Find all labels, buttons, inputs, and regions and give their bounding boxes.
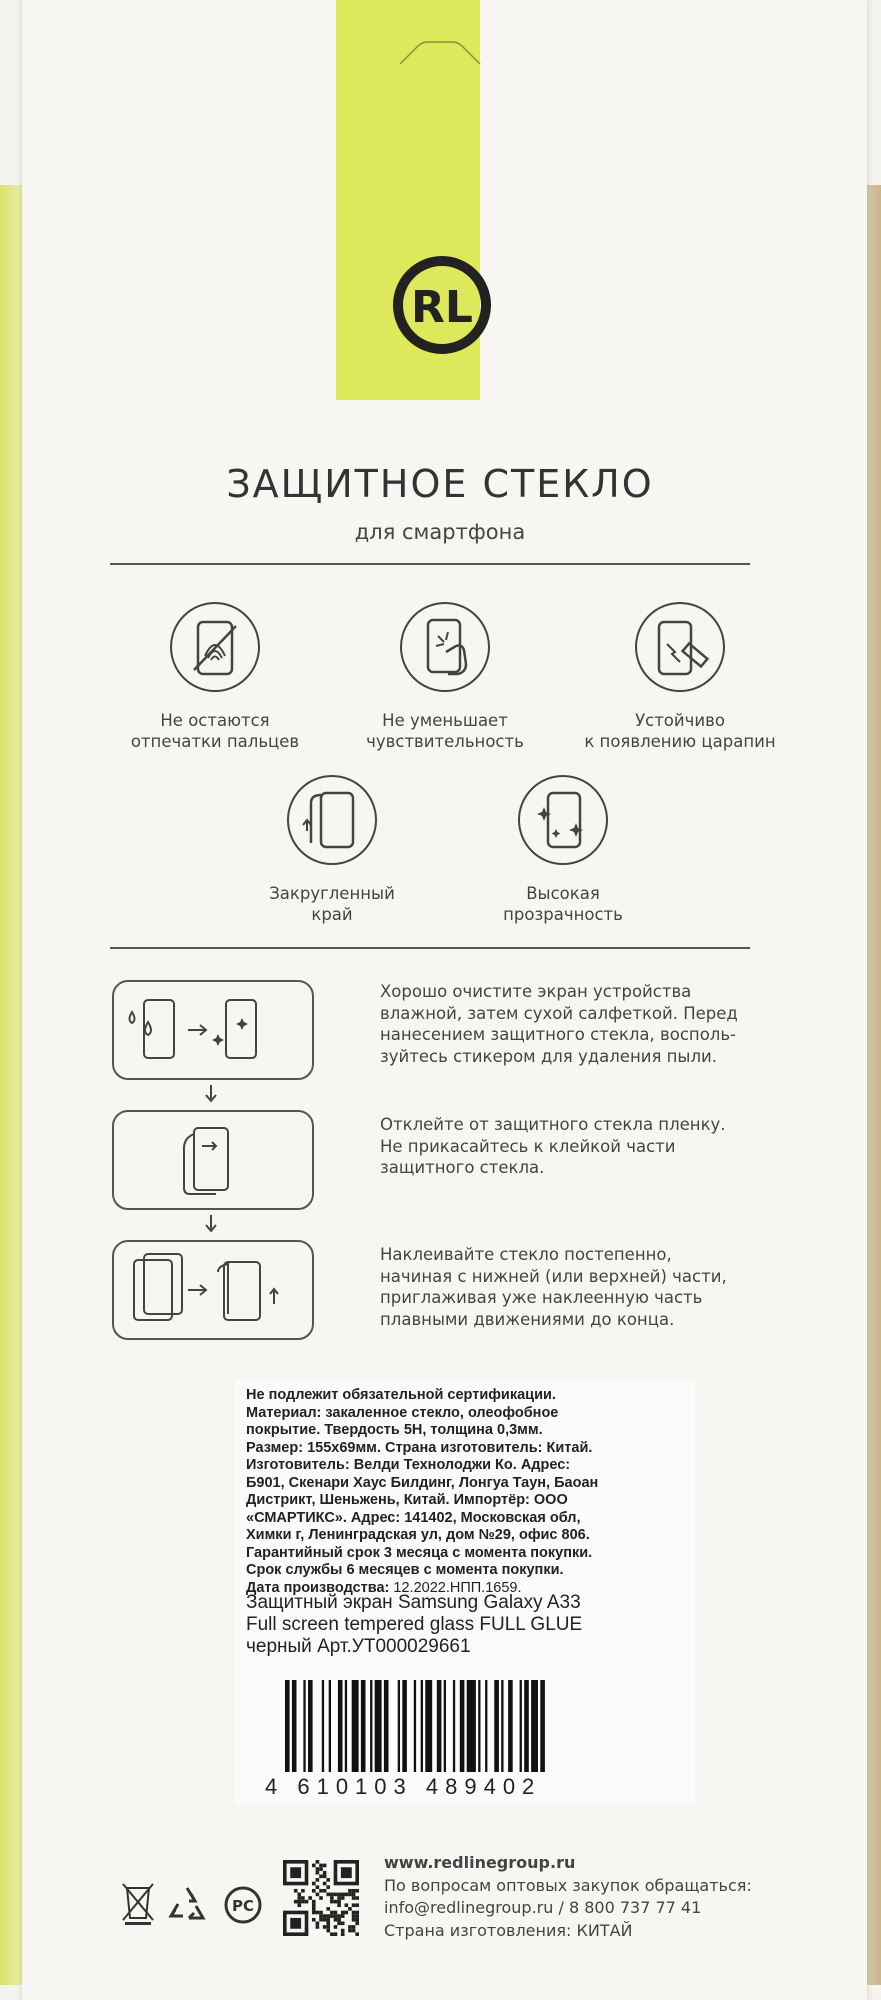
qr-module [337,1922,341,1926]
barcode-bar [467,1680,476,1772]
qr-module [316,1922,320,1926]
qr-module [334,1900,338,1904]
qr-module [326,1925,330,1929]
qr-module [341,1893,345,1897]
barcode-bar [303,1680,305,1772]
origin-country: Страна изготовления: КИТАЙ [384,1920,633,1940]
qr-module [348,1929,352,1933]
qr-module [316,1885,320,1889]
barcode-bar [460,1680,465,1772]
feature-sensitivity [325,600,565,752]
qr-module [330,1900,334,1904]
qr-module [326,1929,330,1933]
barcode-bar [485,1680,487,1772]
qr-module [312,1911,316,1915]
qr-module [352,1918,356,1922]
qr-module [341,1914,345,1918]
qr-module [312,1900,316,1904]
barcode-bar [352,1680,359,1772]
page-title: ЗАЩИТНОЕ СТЕКЛО [226,462,654,506]
qr-module [330,1914,334,1918]
barcode-bar [370,1680,372,1772]
barcode [283,1680,683,1772]
qr-module [316,1867,320,1871]
qr-module [352,1903,356,1907]
feature-label: Закругленный край [269,884,395,924]
qr-module [305,1900,309,1904]
logo-letters: RL [411,282,473,333]
qr-module [316,1925,320,1929]
label-info [246,1387,666,1597]
qr-module [330,1911,334,1915]
touch-sensitivity-icon [398,600,492,694]
qr-module [301,1889,305,1893]
qr-module [323,1882,327,1886]
barcode-bar [444,1680,446,1772]
qr-module [319,1864,323,1868]
fingerprint-icon [168,600,262,694]
qr-module [341,1896,345,1900]
step-1-text: Хорошо очистите экран устройства влажной, затем сухой салфеткой. Перед нанесением защитного стекла, восполь- зуйтесь стикером для удаления пыли. [380,982,738,1066]
product-line: черный Арт.УТ000029661 [246,1636,471,1657]
qr-module [323,1874,327,1878]
step-3-illustration [112,1240,314,1340]
email-link[interactable]: info@redlinegroup.ru [384,1898,554,1917]
qr-module [341,1929,345,1933]
qr-module [355,1914,359,1918]
qr-module [326,1922,330,1926]
qr-module [316,1871,320,1875]
qr-module [294,1900,298,1904]
barcode-digits: 4 610103 489402 [265,1774,542,1799]
qr-module [316,1893,320,1897]
qr-module [301,1900,305,1904]
barcode-bar [508,1680,513,1772]
qr-module [341,1922,345,1926]
barcode-bar [402,1680,407,1772]
barcode-bar [285,1680,290,1772]
label-line: «СМАРТИКС». Адрес: 141402, Московская обл, [246,1509,581,1526]
qr-module [316,1878,320,1882]
qr-module [294,1889,298,1893]
barcode-bar [361,1680,366,1772]
qr-module [323,1871,327,1875]
footer-info [384,1852,752,1942]
qr-module [319,1889,323,1893]
qr-module [323,1918,327,1922]
barcode-bar [308,1680,313,1772]
clean-screen-icon [114,982,312,1078]
qr-module [355,1932,359,1936]
scratch-resistant-icon [633,600,727,694]
barcode-bar [414,1680,416,1772]
qr-module [355,1903,359,1907]
phone-number[interactable]: 8 800 737 77 41 [568,1898,702,1917]
package-side-right [867,185,881,1985]
qr-module [355,1896,359,1900]
qr-module [326,1918,330,1922]
divider [110,563,750,565]
qr-module [341,1911,345,1915]
qr-module [334,1911,338,1915]
qr-module [352,1914,356,1918]
divider [110,947,750,949]
page-subtitle: для смартфона [354,520,526,544]
barcode-bar [398,1680,400,1772]
label-line: Не подлежит обязательной сертификации. [246,1387,556,1403]
qr-finder [290,1918,301,1929]
qr-module [337,1893,341,1897]
recycle-icon [166,1882,208,1928]
qr-module [352,1925,356,1929]
qr-module [330,1893,334,1897]
barcode-bar [531,1680,538,1772]
weee-bin-icon [117,1880,159,1926]
arrow-down-icon [205,1215,217,1233]
qr-module [297,1900,301,1904]
feature-fingerprint [95,600,335,752]
qr-module [308,1896,312,1900]
barcode-bar [437,1680,442,1772]
hang-hole-icon [398,40,482,66]
feature-clarity [443,773,683,925]
label-line: Гарантийный срок 3 месяца с момента покупки. [246,1544,593,1561]
qr-module [326,1914,330,1918]
qr-module [352,1929,356,1933]
barcode-bar [322,1680,324,1772]
product-line: Защитный экран Samsung Galaxy A33 [246,1592,581,1613]
feature-scratch [560,600,800,752]
qr-module [352,1911,356,1915]
qr-module [319,1867,323,1871]
barcode-bar [425,1680,432,1772]
label-line: Срок службы 6 месяцев с момента покупки. [246,1562,564,1578]
qr-module [334,1918,338,1922]
qr-module [301,1896,305,1900]
feature-label: Высокая прозрачность [503,884,623,924]
barcode-bar [384,1680,389,1772]
barcode-bar [338,1680,343,1772]
feature-rounded-edge [212,773,452,925]
label-line: Размер: 155х69мм. Страна изготовитель: Китай. [246,1439,593,1456]
qr-module [334,1925,338,1929]
qr-module [319,1896,323,1900]
qr-module [297,1893,301,1897]
qr-module [355,1918,359,1922]
qr-module [334,1914,338,1918]
barcode-bar [501,1680,503,1772]
qr-module [345,1903,349,1907]
qr-module [341,1932,345,1936]
wholesale-note: По вопросам оптовых закупок обращаться: [384,1875,752,1895]
qr-module [297,1896,301,1900]
barcode-bar [478,1680,480,1772]
barcode-bar [421,1680,423,1772]
qr-module [352,1893,356,1897]
label-line: Материал: закаленное стекло, олеофобное [246,1404,559,1421]
qr-module [323,1925,327,1929]
feature-label: Не уменьшает чувствительность [366,711,524,751]
qr-module [316,1860,320,1864]
qr-module [337,1903,341,1907]
qr-module [345,1893,349,1897]
qr-module [297,1903,301,1907]
barcode-bar [520,1680,522,1772]
qr-module [312,1903,316,1907]
arrow-down-icon [205,1085,217,1103]
rl-logo [387,250,497,360]
rounded-edge-icon [285,773,379,867]
qr-module [337,1900,341,1904]
svg-text:PC: PC [231,1897,255,1915]
barcode-bar [329,1680,331,1772]
qr-module [330,1932,334,1936]
contact-separator: / [558,1898,564,1917]
qr-module [334,1932,338,1936]
qr-module [337,1918,341,1922]
qr-module [337,1914,341,1918]
qr-module [348,1893,352,1897]
barcode-bar [524,1680,529,1772]
qr-module [326,1885,330,1889]
qr-module [319,1918,323,1922]
qr-module [352,1889,356,1893]
contact-line [384,1897,752,1920]
qr-finder [290,1867,301,1878]
qr-module [337,1896,341,1900]
step-2-text: Отклейте от защитного стекла пленку. Не прикасайтесь к клейкой части защитного стекла. [380,1115,726,1177]
qr-module [334,1893,338,1897]
production-date-label: Дата производства: [246,1579,390,1596]
barcode-bar [292,1680,297,1772]
product-name [246,1592,686,1658]
qr-finder [341,1867,352,1878]
qr-module [348,1889,352,1893]
label-line: Б901, Скенари Хаус Билдинг, Лонгуа Таун, Баоан [246,1474,599,1491]
qr-module [312,1889,316,1893]
qr-module [330,1896,334,1900]
step-3-text: Наклеивайте стекло постепенно, начиная с нижней (или верхней) части, приглаживая уже наклеенную часть плавными движениями до конца. [380,1245,727,1329]
qr-module [319,1914,323,1918]
qr-module [316,1911,320,1915]
barcode-bar [345,1680,347,1772]
apply-glass-icon [114,1242,312,1338]
qr-module [323,1914,327,1918]
qr-module [326,1907,330,1911]
high-clarity-icon [516,773,610,867]
qr-module [355,1889,359,1893]
qr-module [348,1907,352,1911]
production-date-value: 12.2022.НПП.1659. [393,1579,522,1596]
step-2-illustration [112,1110,314,1210]
label-line: Химки г, Ленинградская ул, дом №29, офис 806. [246,1527,590,1543]
label-line: покрытие. Твердость 5H, толщина 0,3мм. [246,1422,543,1438]
barcode-bar [494,1680,499,1772]
qr-module [312,1882,316,1886]
barcode-bar [375,1680,382,1772]
feature-label: Не остаются отпечатки пальцев [130,711,300,751]
pct-mark-icon [222,1882,264,1928]
qr-module [355,1911,359,1915]
qr-module [319,1911,323,1915]
website-link[interactable]: www.redlinegroup.ru [384,1853,576,1872]
qr-module [326,1893,330,1897]
qr-module [323,1864,327,1868]
qr-module [348,1925,352,1929]
barcode-bar [540,1680,545,1772]
qr-module [312,1907,316,1911]
peel-film-icon [114,1112,312,1208]
qr-module [355,1922,359,1926]
qr-module [326,1878,330,1882]
product-line: Full screen tempered glass FULL GLUE [246,1614,583,1635]
qr-module [345,1911,349,1915]
qr-module [312,1918,316,1922]
label-line: Изготовитель: Велди Технолоджи Ко. Адрес: [246,1457,571,1473]
qr-module [312,1864,316,1868]
step-1-illustration [112,980,314,1080]
label-line: Дистрикт, Шеньжень, Китай. Импортёр: ООО [246,1492,568,1508]
qr-code-icon [283,1860,359,1936]
feature-label: Устойчиво к появлению царапин [584,711,776,751]
qr-module [323,1889,327,1893]
barcode-bar [453,1680,455,1772]
qr-module [319,1874,323,1878]
qr-module [352,1896,356,1900]
